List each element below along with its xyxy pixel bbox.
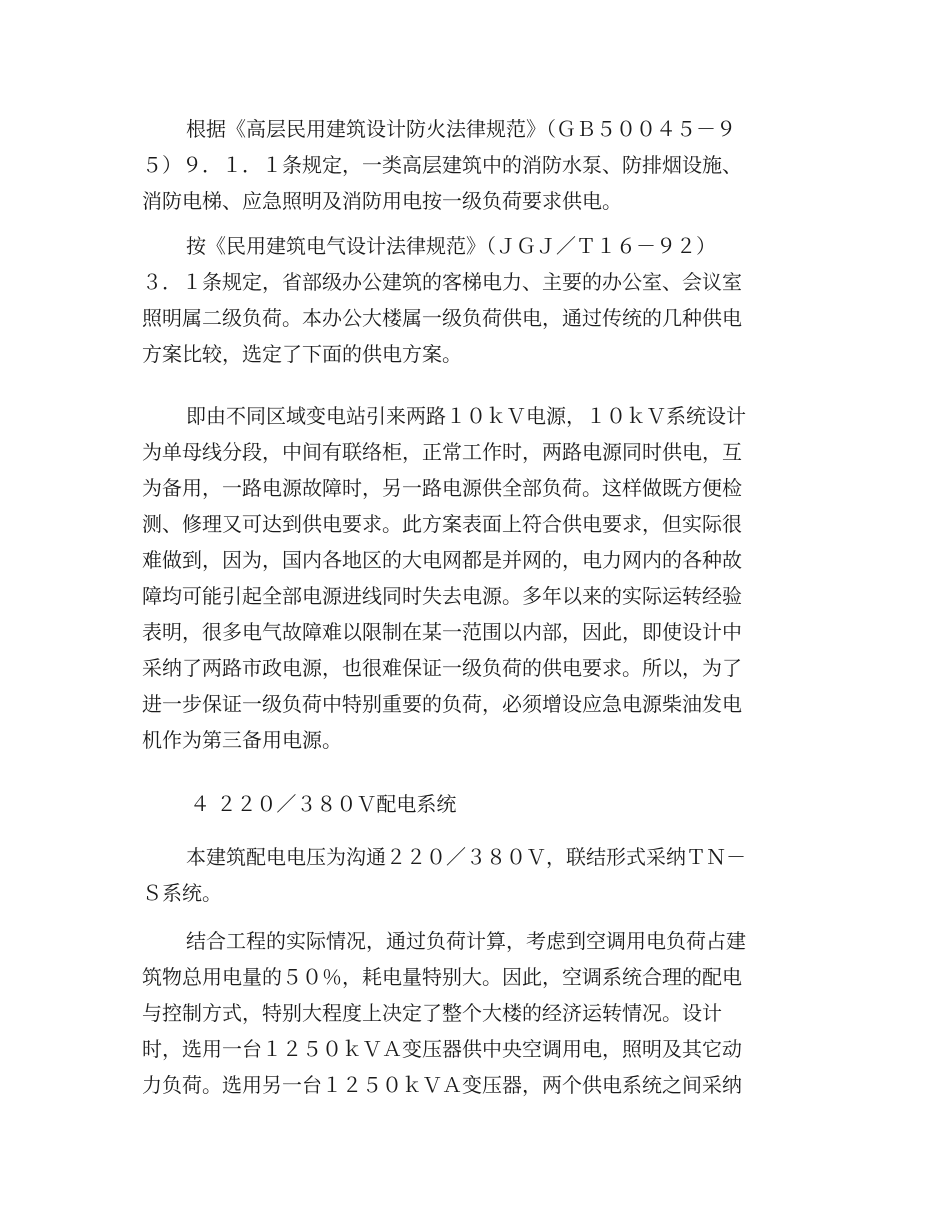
text-line: 进一步保证一级负荷中特别重要的负荷，必须增设应急电源柴油发电: [142, 692, 742, 716]
paragraph-distribution-voltage: [142, 839, 802, 911]
text-line: 力负荷。选用另一台１２５０ｋＶＡ变压器，两个供电系统之间采纳: [142, 1073, 742, 1097]
text-line: 筑物总用电量的５０％，耗电量特别大。因此，空调系统合理的配电: [142, 965, 742, 989]
text-line: 时，选用一台１２５０ｋＶＡ变压器供中央空调用电，照明及其它动: [142, 1037, 742, 1061]
text-line: ５）９．１．１条规定，一类高层建筑中的消防水泵、防排烟设施、: [142, 153, 742, 177]
paragraph-electrical-code: [142, 228, 802, 372]
text-line: 本建筑配电电压为沟通２２０／３８０Ｖ，联结形式采纳ＴＮ－: [186, 845, 746, 869]
text-line: 为单母线分段，中间有联络柜，正常工作时，两路电源同时供电，互: [142, 440, 742, 464]
text-line: 机作为第三备用电源。: [142, 728, 342, 752]
section-heading-text: ４ ２２０／３８０Ｖ配电系统: [190, 792, 457, 816]
text-line: 采纳了两路市政电源，也很难保证一级负荷的供电要求。所以，为了: [142, 656, 742, 680]
text-line: 方案比较，选定了下面的供电方案。: [142, 342, 462, 366]
paragraph-load-calculation: [142, 923, 802, 1103]
text-line: 消防电梯、应急照明及消防用电按一级负荷要求供电。: [142, 189, 622, 213]
text-line: 结合工程的实际情况，通过负荷计算，考虑到空调用电负荷占建: [186, 929, 746, 953]
section-heading: [142, 786, 802, 822]
text-line: 为备用，一路电源故障时，另一路电源供全部负荷。这样做既方便检: [142, 476, 742, 500]
text-line: 按《民用建筑电气设计法律规范》（ＪＧＪ／Ｔ１６－９２）: [186, 234, 716, 258]
text-line: Ｓ系统。: [142, 881, 222, 905]
text-line: ３．１条规定，省部级办公建筑的客梯电力、主要的办公室、会议室: [142, 270, 742, 294]
text-line: 与控制方式，特别大程度上决定了整个大楼的经济运转情况。设计: [142, 1001, 722, 1025]
paragraph-power-supply: [142, 398, 802, 758]
paragraph-fire-code: [142, 111, 802, 219]
text-line: 表明，很多电气故障难以限制在某一范围以内部，因此，即使设计中: [142, 620, 742, 644]
text-line: 照明属二级负荷。本办公大楼属一级负荷供电，通过传统的几种供电: [142, 306, 742, 330]
text-line: 测、修理又可达到供电要求。此方案表面上符合供电要求，但实际很: [142, 512, 742, 536]
text-line: 障均可能引起全部电源进线同时失去电源。多年以来的实际运转经验: [142, 584, 742, 608]
text-line: 难做到，因为，国内各地区的大电网都是并网的，电力网内的各种故: [142, 548, 742, 572]
text-line: 即由不同区域变电站引来两路１０ｋＶ电源，１０ｋＶ系统设计: [186, 404, 746, 428]
text-line: 根据《高层民用建筑设计防火法律规范》（ＧＢ５００４５－９: [186, 117, 736, 141]
